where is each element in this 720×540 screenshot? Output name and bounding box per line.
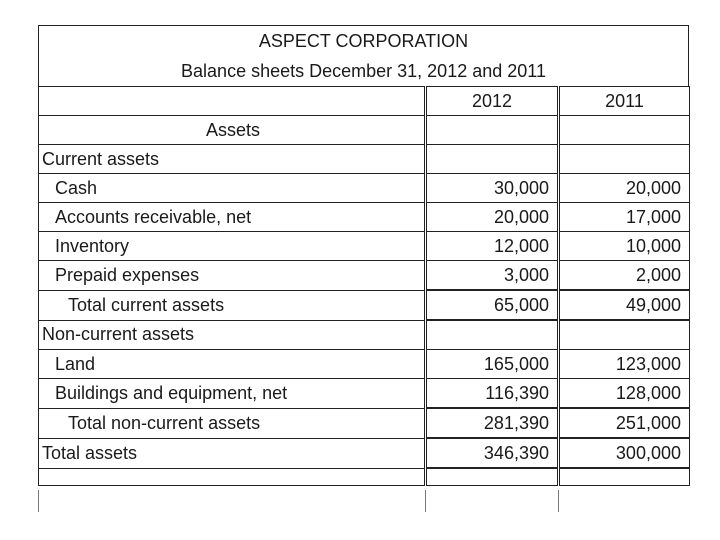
row-label: Land <box>39 350 426 379</box>
tail-line <box>425 490 426 512</box>
value-2011 <box>559 145 690 174</box>
table-row <box>39 438 690 468</box>
value-2012 <box>426 145 559 174</box>
row-label: Total current assets <box>39 290 426 320</box>
value-2012: 165,000 <box>426 350 559 379</box>
table-row <box>39 261 690 291</box>
value-2011: 128,000 <box>559 379 690 409</box>
table-row-empty <box>39 468 690 486</box>
value-2012 <box>426 116 559 145</box>
empty-cell <box>426 468 559 486</box>
table-tail-lines <box>38 490 689 512</box>
value-2011 <box>559 116 690 145</box>
table-row <box>39 408 690 438</box>
value-2011: 49,000 <box>559 290 690 320</box>
value-2011: 20,000 <box>559 174 690 203</box>
value-2012: 65,000 <box>426 290 559 320</box>
balance-table <box>38 86 690 486</box>
row-label: Total non-current assets <box>39 408 426 438</box>
row-label: Cash <box>39 174 426 203</box>
tail-line <box>38 490 39 512</box>
row-label: Inventory <box>39 232 426 261</box>
table-row <box>39 350 690 379</box>
value-2011: 123,000 <box>559 350 690 379</box>
table-row <box>39 174 690 203</box>
value-2011: 251,000 <box>559 408 690 438</box>
row-label: Prepaid expenses <box>39 261 426 291</box>
value-2012: 3,000 <box>426 261 559 291</box>
sheet-subtitle: Balance sheets December 31, 2012 and 2011 <box>181 61 546 81</box>
table-row <box>39 379 690 409</box>
table-row <box>39 145 690 174</box>
table-row <box>39 232 690 261</box>
row-label: Non-current assets <box>39 320 426 350</box>
table-row <box>39 116 690 145</box>
header-row <box>39 87 690 116</box>
value-2012: 20,000 <box>426 203 559 232</box>
value-2012: 281,390 <box>426 408 559 438</box>
table-row <box>39 290 690 320</box>
title-block <box>38 25 689 86</box>
value-2011: 10,000 <box>559 232 690 261</box>
value-2012: 30,000 <box>426 174 559 203</box>
tail-line <box>558 490 559 512</box>
value-2012 <box>426 320 559 350</box>
value-2011: 2,000 <box>559 261 690 291</box>
balance-sheet <box>38 25 689 486</box>
empty-cell <box>559 468 690 486</box>
row-label: Assets <box>39 116 426 145</box>
value-2011: 300,000 <box>559 438 690 468</box>
value-2011 <box>559 320 690 350</box>
row-label: Accounts receivable, net <box>39 203 426 232</box>
row-label: Current assets <box>39 145 426 174</box>
empty-cell <box>39 468 426 486</box>
table-row <box>39 203 690 232</box>
header-blank <box>39 87 426 116</box>
header-2011: 2011 <box>559 87 690 116</box>
value-2012: 12,000 <box>426 232 559 261</box>
row-label: Buildings and equipment, net <box>39 379 426 409</box>
header-2012: 2012 <box>426 87 559 116</box>
value-2011: 17,000 <box>559 203 690 232</box>
value-2012: 116,390 <box>426 379 559 409</box>
company-name: ASPECT CORPORATION <box>258 31 469 51</box>
table-row <box>39 320 690 350</box>
row-label: Total assets <box>39 438 426 468</box>
value-2012: 346,390 <box>426 438 559 468</box>
